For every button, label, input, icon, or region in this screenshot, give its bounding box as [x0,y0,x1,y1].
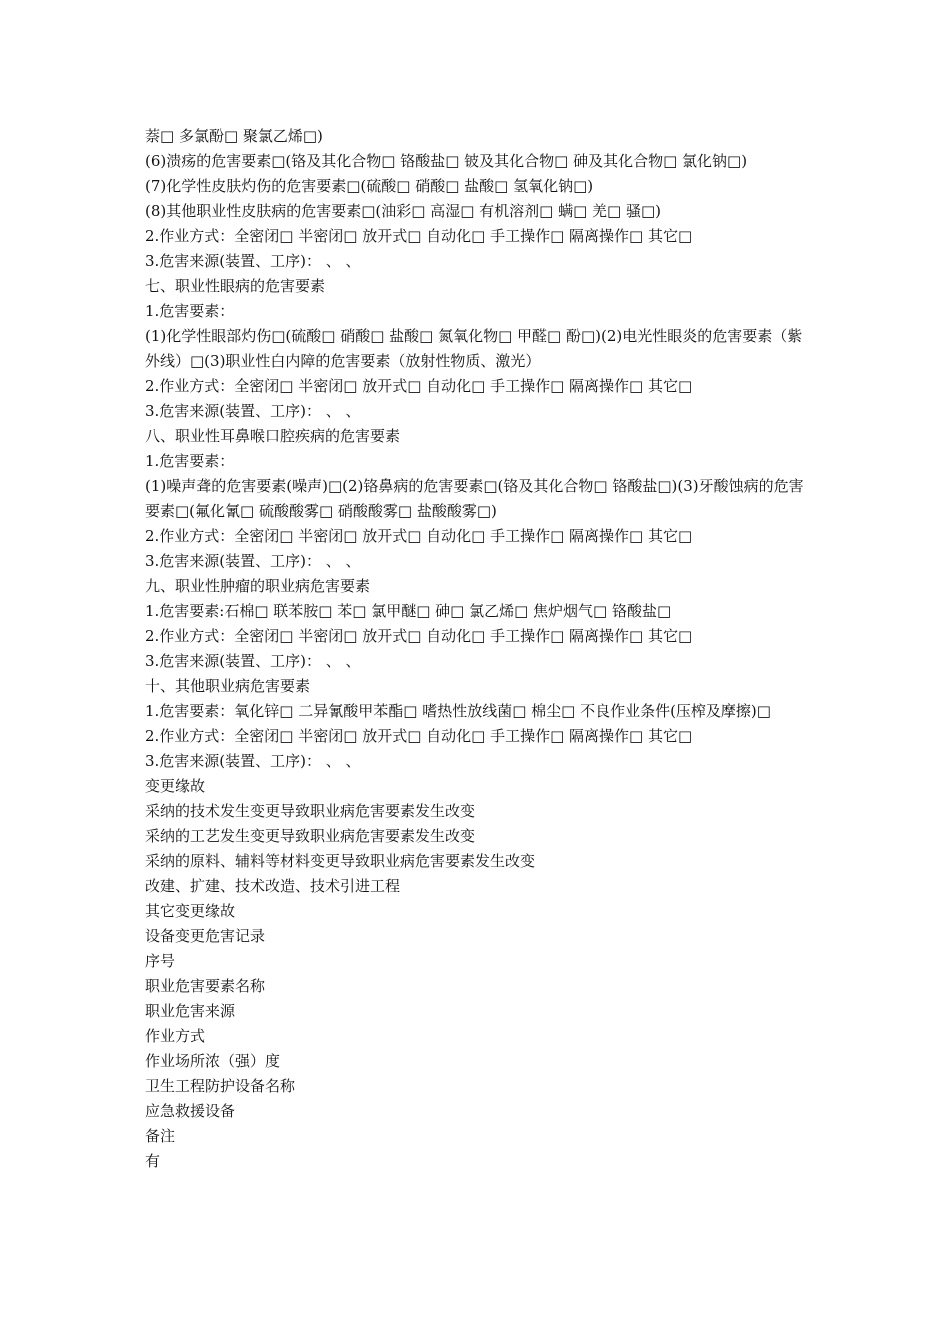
section-heading: 八、职业性耳鼻喉口腔疾病的危害要素 [145,427,401,445]
text-line: 3.危害来源(装置、工序)： 、 、 [145,252,361,270]
text-line: 应急救援设备 [145,1102,236,1120]
text-line: (1)噪声聋的危害要素(噪声)□(2)铬鼻病的危害要素□(铬及其化合物□ 铬酸盐□)(3)牙酸蚀病的危害要素□(氟化氰□ 硫酸酸雾□ 硝酸酸雾□ 盐酸酸雾□) [145,477,804,520]
text-line: 变更缘故 [145,777,206,795]
text-line: 2.作业方式：全密闭□ 半密闭□ 放开式□ 自动化□ 手工操作□ 隔离操作□ 其它□ [145,227,693,245]
text-line: 作业方式 [145,1027,206,1045]
text-line: 3.危害来源(装置、工序)： 、 、 [145,652,361,670]
text-line: 其它变更缘故 [145,902,236,920]
text-line: 1.危害要素： [145,302,235,320]
text-line: 有 [145,1152,161,1170]
text-line: 设备变更危害记录 [145,927,266,945]
text-line: 职业危害来源 [145,1002,236,1020]
text-line: 作业场所浓（强）度 [145,1052,281,1070]
document-body [145,124,810,1174]
text-line: 改建、扩建、技术改造、技术引进工程 [145,877,401,895]
text-line: (7)化学性皮肤灼伤的危害要素□(硫酸□ 硝酸□ 盐酸□ 氢氧化钠□) [145,177,594,195]
text-line: 采纳的工艺发生变更导致职业病危害要素发生改变 [145,827,476,845]
section-heading: 十、其他职业病危害要素 [145,677,311,695]
text-line: 萘□ 多氯酚□ 聚氯乙烯□) [145,127,323,145]
text-line: 2.作业方式：全密闭□ 半密闭□ 放开式□ 自动化□ 手工操作□ 隔离操作□ 其它□ [145,627,693,645]
text-line: 1.危害要素:石棉□ 联苯胺□ 苯□ 氯甲醚□ 砷□ 氯乙烯□ 焦炉烟气□ 铬酸盐□ [145,602,672,620]
section-heading: 七、职业性眼病的危害要素 [145,277,326,295]
text-line: (1)化学性眼部灼伤□(硫酸□ 硝酸□ 盐酸□ 氮氧化物□ 甲醛□ 酚□)(2)电光性眼炎的危害要素（紫外线）□(3)职业性白内障的危害要素（放射性物质、激光） [145,327,803,370]
text-line: 1.危害要素： [145,452,235,470]
text-line: (6)溃疡的危害要素□(铬及其化合物□ 铬酸盐□ 铍及其化合物□ 砷及其化合物□ 氯化钠□) [145,152,748,170]
text-line: 3.危害来源(装置、工序)： 、 、 [145,752,361,770]
text-line: 2.作业方式：全密闭□ 半密闭□ 放开式□ 自动化□ 手工操作□ 隔离操作□ 其它□ [145,377,693,395]
text-line: 卫生工程防护设备名称 [145,1077,296,1095]
text-line: 序号 [145,952,176,970]
text-line: 2.作业方式：全密闭□ 半密闭□ 放开式□ 自动化□ 手工操作□ 隔离操作□ 其它□ [145,727,693,745]
text-line: 采纳的原料、辅料等材料变更导致职业病危害要素发生改变 [145,852,536,870]
section-heading: 九、职业性肿瘤的职业病危害要素 [145,577,371,595]
text-line: 3.危害来源(装置、工序)： 、 、 [145,552,361,570]
text-line: 2.作业方式：全密闭□ 半密闭□ 放开式□ 自动化□ 手工操作□ 隔离操作□ 其它□ [145,527,693,545]
text-line: 备注 [145,1127,176,1145]
text-line: 1.危害要素：氧化锌□ 二异氰酸甲苯酯□ 嗜热性放线菌□ 棉尘□ 不良作业条件(压榨及摩擦)□ [145,702,771,720]
text-line: (8)其他职业性皮肤病的危害要素□(油彩□ 高湿□ 有机溶剂□ 螨□ 羌□ 骚□) [145,202,662,220]
text-line: 3.危害来源(装置、工序)： 、 、 [145,402,361,420]
text-line: 职业危害要素名称 [145,977,266,995]
text-line: 采纳的技术发生变更导致职业病危害要素发生改变 [145,802,476,820]
